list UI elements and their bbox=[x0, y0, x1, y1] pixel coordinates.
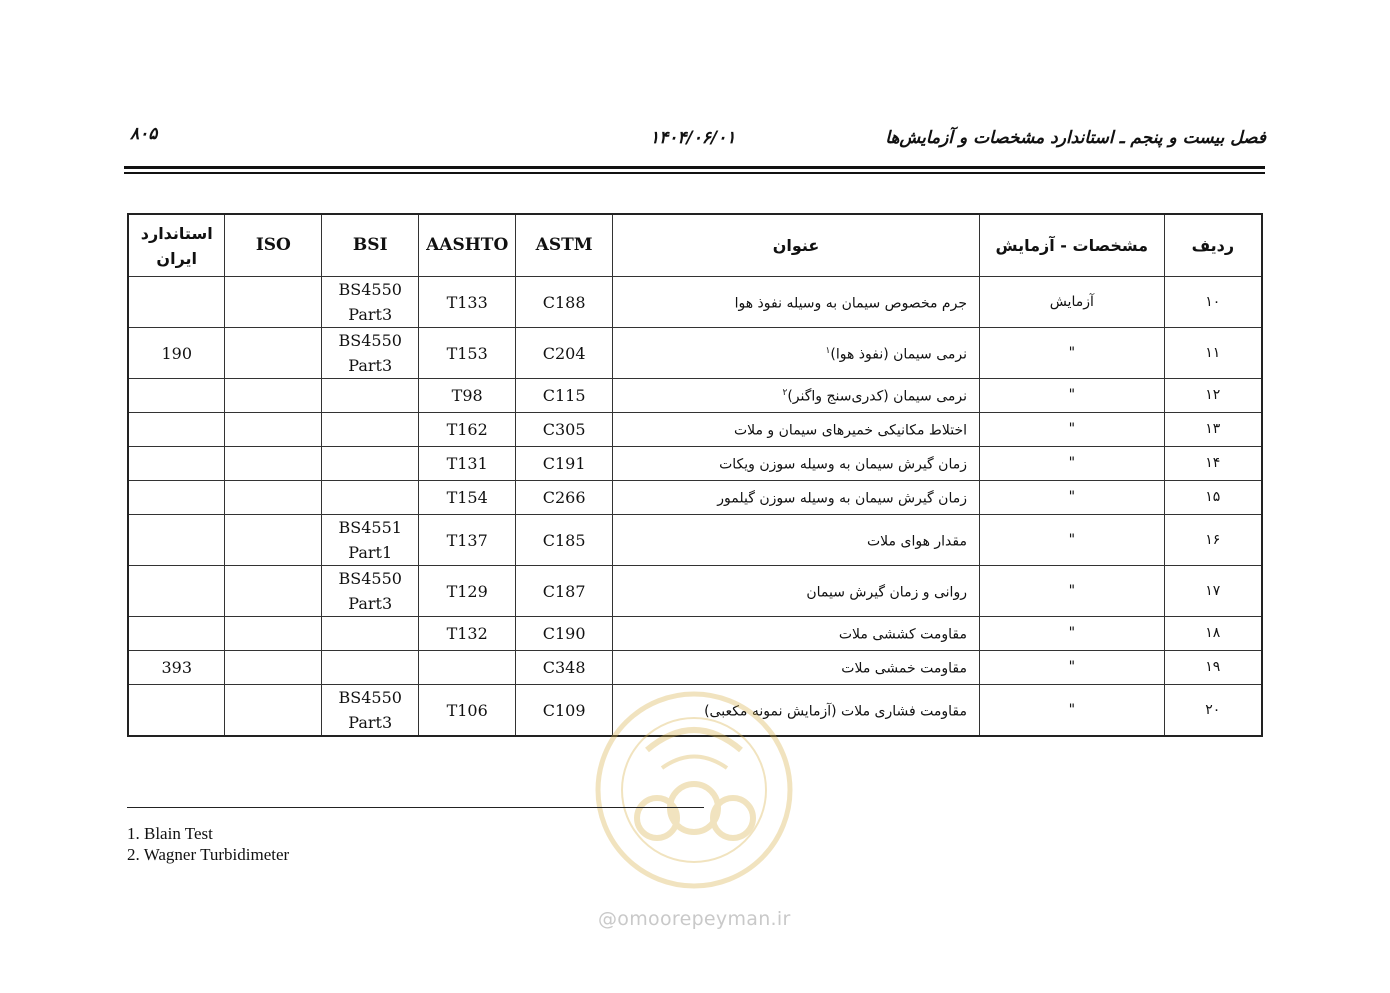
table-row bbox=[128, 566, 1262, 617]
cell-iran bbox=[128, 277, 225, 328]
cell-row-number: ۱۶ bbox=[1164, 515, 1262, 566]
cell-bsi bbox=[322, 651, 419, 685]
col-header-title: عنوان bbox=[613, 214, 980, 277]
cell-iran bbox=[128, 515, 225, 566]
cell-title-text: مقاومت فشاری ملات (آزمایش نمونه مکعبی) bbox=[704, 703, 967, 720]
cell-row-number: ۱۹ bbox=[1164, 651, 1262, 685]
cell-astm: C188 bbox=[516, 277, 613, 328]
cell-row-number: ۱۰ bbox=[1164, 277, 1262, 328]
table-row bbox=[128, 515, 1262, 566]
cell-astm: C185 bbox=[516, 515, 613, 566]
cell-title-text: مقاومت کششی ملات bbox=[838, 626, 967, 643]
cell-title-text: نرمی سیمان (کدری‌سنج واگنر) bbox=[787, 388, 967, 405]
cell-spec: " bbox=[979, 651, 1164, 685]
cell-bsi bbox=[322, 413, 419, 447]
cell-bsi bbox=[322, 515, 419, 566]
cell-title bbox=[613, 328, 980, 379]
cell-title bbox=[613, 277, 980, 328]
cell-title bbox=[613, 413, 980, 447]
cell-title bbox=[613, 379, 980, 413]
chapter-title: فصل بیست و پنجم ـ استاندارد مشخصات و آزمایش‌ها bbox=[885, 128, 1266, 148]
footnote-ref: ۲ bbox=[782, 388, 788, 399]
cell-bsi-line1: BS4550 bbox=[338, 280, 402, 299]
watermark-seal-icon bbox=[587, 690, 801, 890]
cell-row-number: ۱۴ bbox=[1164, 447, 1262, 481]
footnote-rule bbox=[127, 807, 704, 808]
cell-spec: " bbox=[979, 481, 1164, 515]
cell-title bbox=[613, 515, 980, 566]
cell-bsi-line2: Part1 bbox=[348, 543, 393, 562]
standards-table bbox=[127, 213, 1263, 737]
cell-row-number: ۱۸ bbox=[1164, 617, 1262, 651]
col-header-astm: ASTM bbox=[516, 214, 613, 277]
cell-astm: C109 bbox=[516, 685, 613, 737]
cell-spec: " bbox=[979, 685, 1164, 737]
cell-aashto: T106 bbox=[419, 685, 516, 737]
watermark-site: @omoorepeyman.ir bbox=[598, 908, 791, 930]
cell-title-text: روانی و زمان گیرش سیمان bbox=[806, 584, 967, 601]
table-row bbox=[128, 413, 1262, 447]
cell-row-number: ۱۱ bbox=[1164, 328, 1262, 379]
cell-row-number: ۲۰ bbox=[1164, 685, 1262, 737]
cell-title bbox=[613, 651, 980, 685]
cell-iso bbox=[225, 277, 322, 328]
cell-bsi bbox=[322, 277, 419, 328]
cell-iran bbox=[128, 379, 225, 413]
cell-iso bbox=[225, 515, 322, 566]
table-row bbox=[128, 328, 1262, 379]
cell-spec: " bbox=[979, 515, 1164, 566]
header-rule-thick bbox=[124, 166, 1265, 169]
cell-astm: C190 bbox=[516, 617, 613, 651]
table-row bbox=[128, 617, 1262, 651]
col-header-aashto: AASHTO bbox=[419, 214, 516, 277]
cell-aashto: T132 bbox=[419, 617, 516, 651]
cell-bsi bbox=[322, 447, 419, 481]
header-rule-thin bbox=[124, 172, 1265, 174]
cell-aashto: T154 bbox=[419, 481, 516, 515]
cell-aashto: T133 bbox=[419, 277, 516, 328]
cell-iran bbox=[128, 413, 225, 447]
cell-spec: " bbox=[979, 617, 1164, 651]
cell-iso bbox=[225, 685, 322, 737]
cell-title-text: جرم مخصوص سیمان به وسیله نفوذ هوا bbox=[734, 295, 967, 312]
cell-title bbox=[613, 617, 980, 651]
footnote-ref: ۱ bbox=[825, 345, 831, 356]
cell-iran: 190 bbox=[128, 328, 225, 379]
table-row bbox=[128, 481, 1262, 515]
cell-astm: C204 bbox=[516, 328, 613, 379]
table-row bbox=[128, 651, 1262, 685]
cell-iso bbox=[225, 566, 322, 617]
cell-title-text: زمان گیرش سیمان به وسیله سوزن گیلمور bbox=[717, 490, 967, 507]
cell-bsi-line2: Part3 bbox=[348, 356, 393, 375]
cell-bsi-line1: BS4551 bbox=[338, 518, 402, 537]
col-header-row: ردیف bbox=[1164, 214, 1262, 277]
cell-bsi bbox=[322, 617, 419, 651]
cell-spec: " bbox=[979, 328, 1164, 379]
cell-title bbox=[613, 447, 980, 481]
cell-aashto: T129 bbox=[419, 566, 516, 617]
cell-title-text: زمان گیرش سیمان به وسیله سوزن ویکات bbox=[719, 456, 967, 473]
col-header-iran-line2: ایران bbox=[156, 248, 198, 268]
col-header-iso: ISO bbox=[225, 214, 322, 277]
header-date: ۱۴۰۴/۰۶/۰۱ bbox=[650, 128, 736, 148]
cell-iran bbox=[128, 566, 225, 617]
cell-row-number: ۱۷ bbox=[1164, 566, 1262, 617]
cell-aashto: T131 bbox=[419, 447, 516, 481]
cell-title-text: مقدار هوای ملات bbox=[867, 533, 967, 550]
cell-aashto: T98 bbox=[419, 379, 516, 413]
col-header-iran bbox=[128, 214, 225, 277]
col-header-bsi: BSI bbox=[322, 214, 419, 277]
cell-bsi-line1: BS4550 bbox=[338, 688, 402, 707]
cell-iran bbox=[128, 447, 225, 481]
cell-iso bbox=[225, 651, 322, 685]
cell-astm: C348 bbox=[516, 651, 613, 685]
cell-iran: 393 bbox=[128, 651, 225, 685]
cell-bsi bbox=[322, 379, 419, 413]
cell-title bbox=[613, 566, 980, 617]
cell-row-number: ۱۵ bbox=[1164, 481, 1262, 515]
cell-iso bbox=[225, 379, 322, 413]
cell-iso bbox=[225, 447, 322, 481]
page-number: ۸۰۵ bbox=[130, 124, 158, 144]
cell-spec: آزمایش bbox=[979, 277, 1164, 328]
cell-iran bbox=[128, 685, 225, 737]
cell-row-number: ۱۲ bbox=[1164, 379, 1262, 413]
table-row bbox=[128, 277, 1262, 328]
cell-bsi-line2: Part3 bbox=[348, 713, 393, 732]
cell-astm: C191 bbox=[516, 447, 613, 481]
footnote-1: 1. Blain Test bbox=[127, 824, 213, 843]
cell-aashto: T153 bbox=[419, 328, 516, 379]
cell-spec: " bbox=[979, 447, 1164, 481]
cell-astm: C266 bbox=[516, 481, 613, 515]
cell-bsi-line2: Part3 bbox=[348, 305, 393, 324]
cell-title-text: مقاومت خمشی ملات bbox=[841, 660, 967, 677]
cell-bsi-line2: Part3 bbox=[348, 594, 393, 613]
cell-aashto: T137 bbox=[419, 515, 516, 566]
cell-row-number: ۱۳ bbox=[1164, 413, 1262, 447]
cell-bsi-line1: BS4550 bbox=[338, 569, 402, 588]
cell-title bbox=[613, 481, 980, 515]
cell-bsi bbox=[322, 328, 419, 379]
cell-iso bbox=[225, 328, 322, 379]
cell-astm: C187 bbox=[516, 566, 613, 617]
cell-iso bbox=[225, 413, 322, 447]
cell-astm: C115 bbox=[516, 379, 613, 413]
table-header-row bbox=[128, 214, 1262, 277]
cell-spec: " bbox=[979, 566, 1164, 617]
cell-spec: " bbox=[979, 379, 1164, 413]
table-row bbox=[128, 379, 1262, 413]
cell-iran bbox=[128, 617, 225, 651]
cell-bsi bbox=[322, 685, 419, 737]
cell-iso bbox=[225, 481, 322, 515]
cell-bsi bbox=[322, 481, 419, 515]
table-row bbox=[128, 447, 1262, 481]
cell-bsi bbox=[322, 566, 419, 617]
cell-bsi-line1: BS4550 bbox=[338, 331, 402, 350]
cell-astm: C305 bbox=[516, 413, 613, 447]
cell-title-text: اختلاط مکانیکی خمیرهای سیمان و ملات bbox=[733, 422, 967, 439]
cell-spec: " bbox=[979, 413, 1164, 447]
col-header-iran-line1: استاندارد bbox=[140, 223, 213, 243]
cell-aashto bbox=[419, 651, 516, 685]
cell-iso bbox=[225, 617, 322, 651]
cell-iran bbox=[128, 481, 225, 515]
col-header-spec: مشخصات - آزمایش bbox=[979, 214, 1164, 277]
cell-aashto: T162 bbox=[419, 413, 516, 447]
footnote-2: 2. Wagner Turbidimeter bbox=[127, 845, 290, 864]
cell-title-text: نرمی سیمان (نفوذ هوا) bbox=[830, 346, 967, 363]
